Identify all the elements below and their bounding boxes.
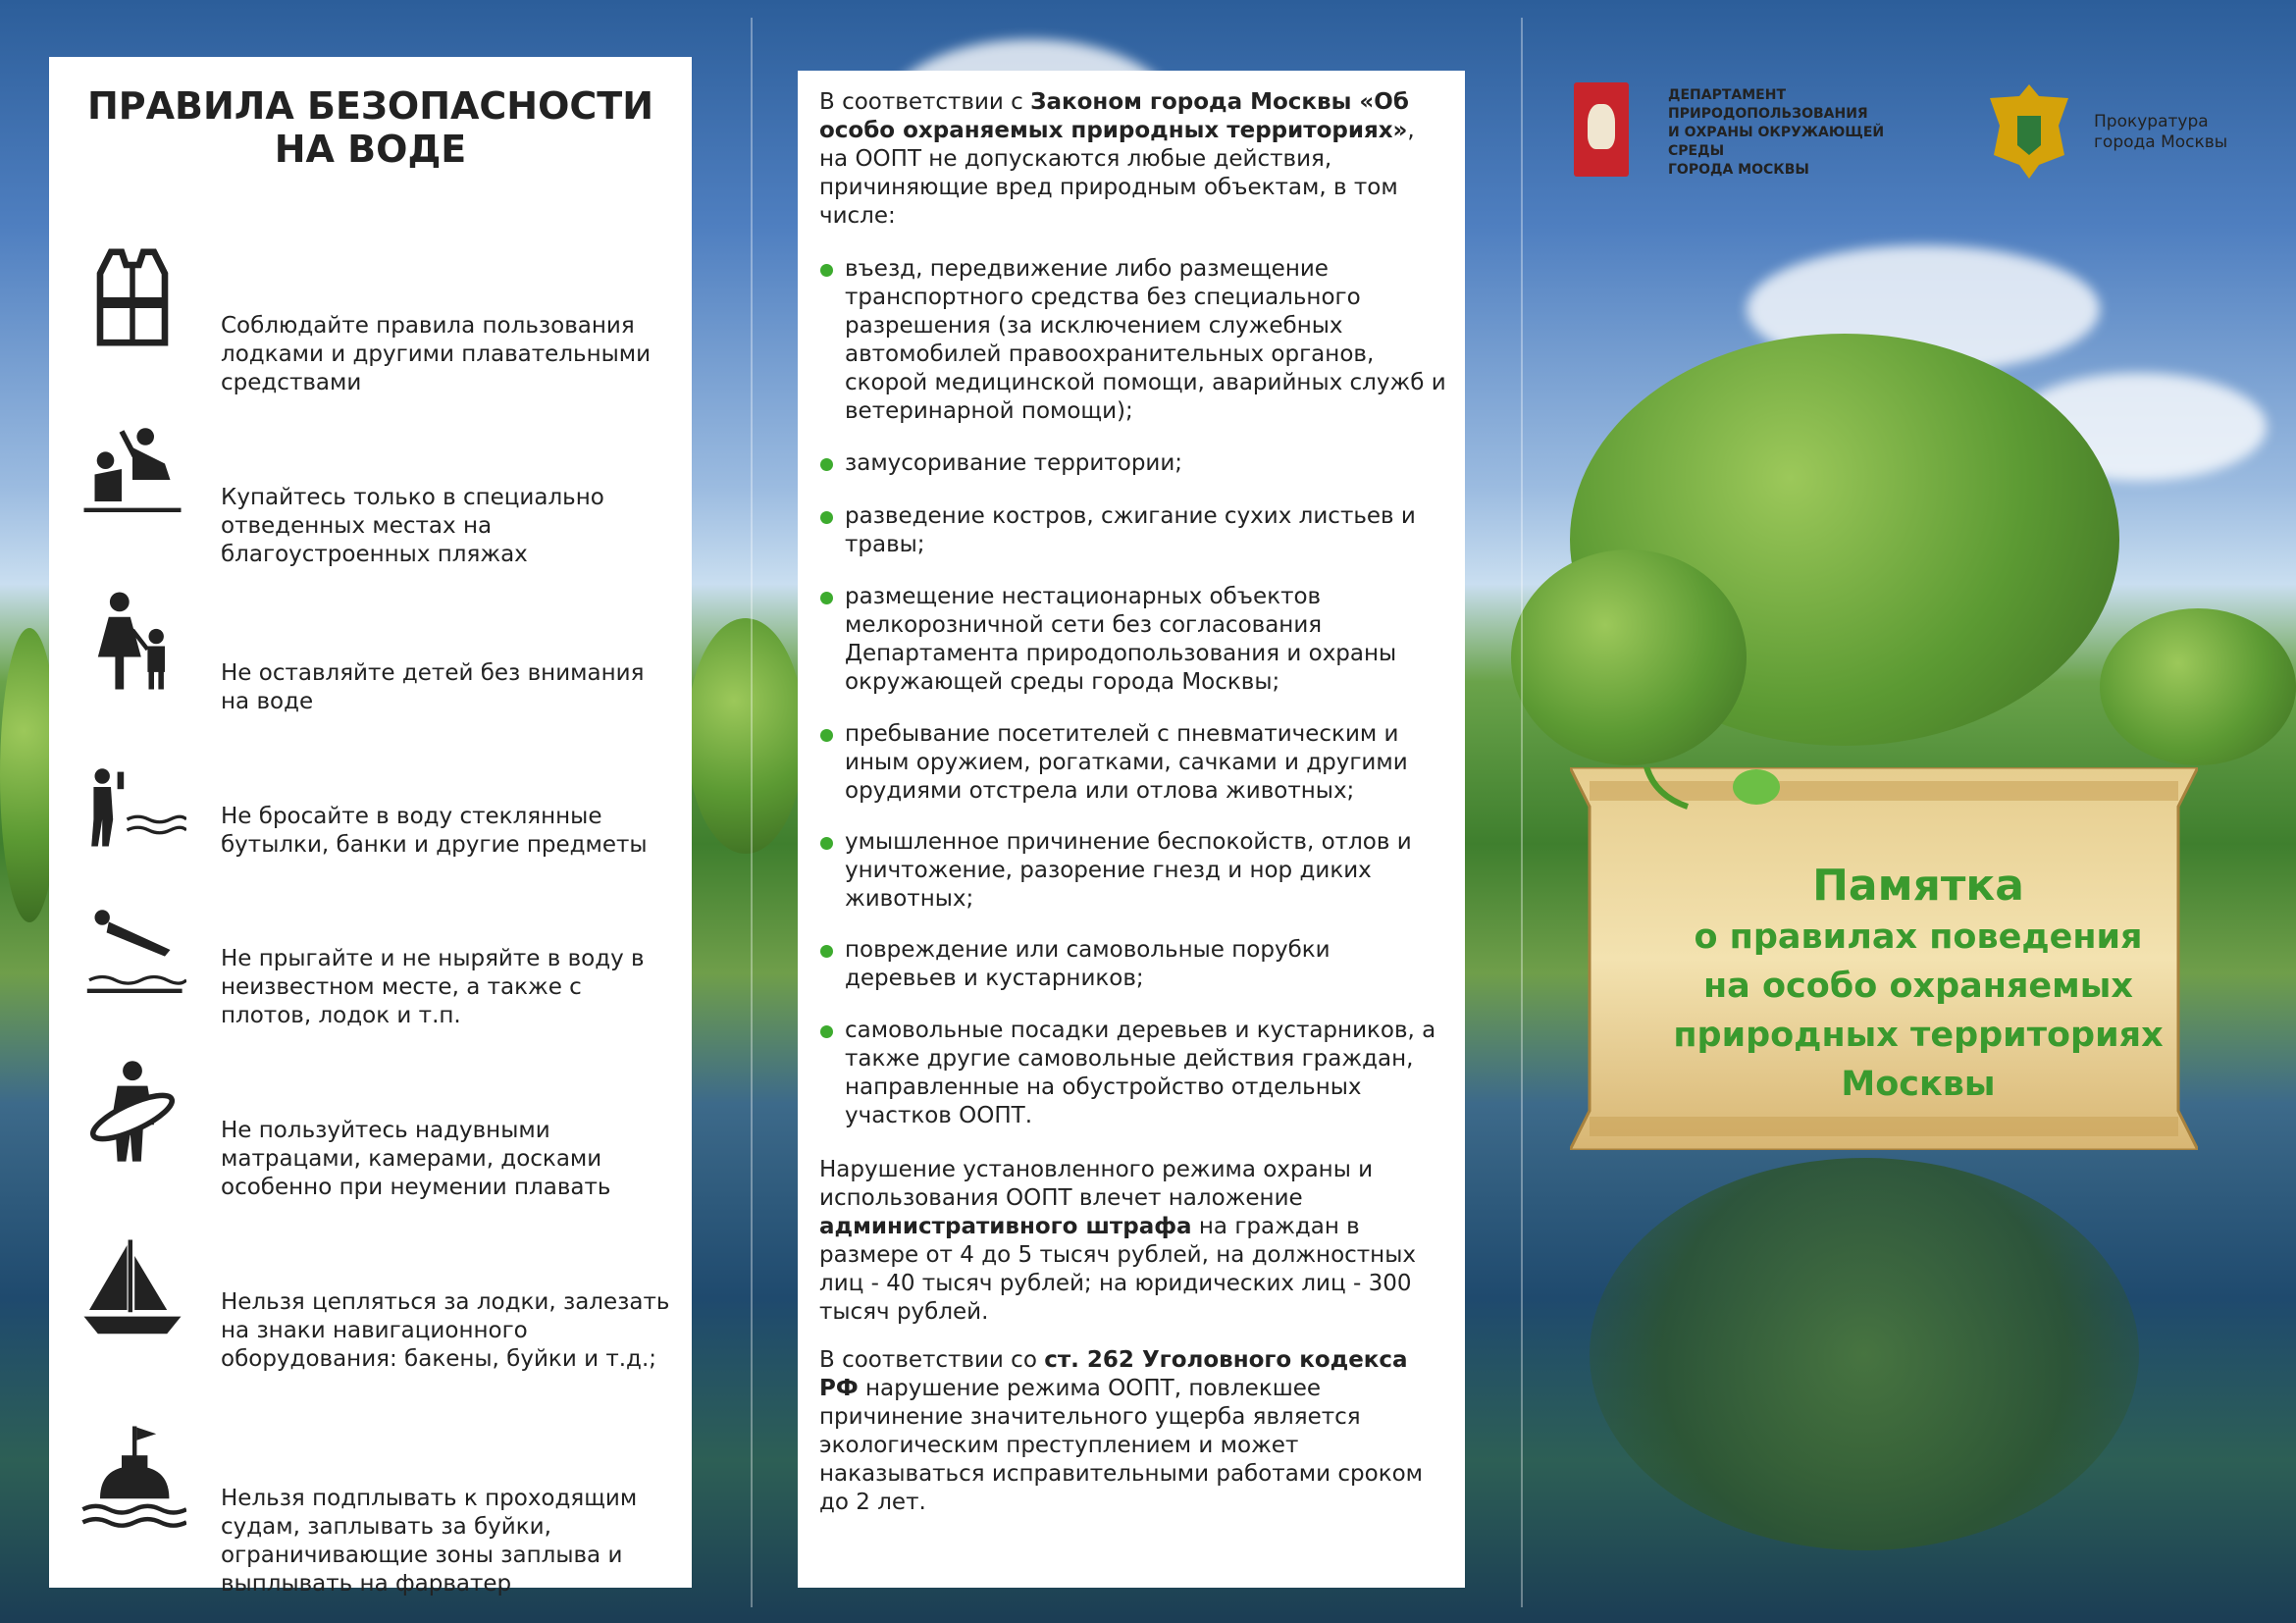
cover-subtitle: о правилах поведения на особо охраняемых природных территориях Москвы (1673, 917, 2164, 1104)
rule-text: Не оставляйте детей без внимания на воде (221, 660, 645, 714)
rule-text: Нельзя подплывать к проходящим судам, заплывать за буйки, ограничивающие зоны заплыва и выплывать на фарватер (221, 1486, 638, 1597)
fine-paragraph: Нарушение установленного режима охраны и использования ООПТ влечет наложение административного штрафа на граждан в размере от 4 до 5 тысяч рублей, на должностных лиц - 40 тысяч рублей; на юридических лиц - 300 тысяч рублей. (819, 1157, 1416, 1325)
prosecutor-emblem-icon (1980, 77, 2078, 184)
rule-text: Не пользуйтесь надувными матрацами, камерами, досками особенно при неумении плавать (221, 1118, 611, 1200)
sailboat-icon (78, 1234, 186, 1342)
list-item: разведение костров, сжигание сухих листьев и травы; (819, 502, 1447, 559)
moscow-coat-of-arms-logo (1574, 82, 1629, 177)
list-item: размещение нестационарных объектов мелкорозничной сети без согласования Департамента природопользования и охраны окружающей среды города Москвы; (819, 583, 1447, 697)
parent-child-icon (78, 587, 186, 695)
leaf-icon (1733, 769, 1780, 805)
inflatable-icon (78, 1058, 186, 1166)
bottle-throw-icon (78, 744, 186, 852)
swimmers-icon (78, 415, 186, 523)
prosecutor-name: Прокуратура города Москвы (2094, 112, 2228, 152)
safety-rules-title: ПРАВИЛА БЕЗОПАСНОСТИ НА ВОДЕ (86, 84, 654, 171)
life-vest-icon (78, 243, 186, 351)
tree-canopy (687, 618, 805, 854)
cover-title: Памятка (1812, 861, 2024, 911)
list-item: пребывание посетителей с пневматическим и иным оружием, рогатками, сачками и другими орудиями отстрела или отлова животных; (819, 720, 1447, 806)
law-panel (798, 71, 1465, 1588)
department-name: ДЕПАРТАМЕНТ ПРИРОДОПОЛЬЗОВАНИЯ И ОХРАНЫ ОКРУЖАЮЩЕЙ СРЕДЫ ГОРОДА МОСКВЫ (1668, 87, 1885, 178)
buoy-icon (78, 1421, 186, 1529)
list-item: умышленное причинение беспокойств, отлов и уничтожение, разорение гнезд и нор диких животных; (819, 828, 1447, 914)
tree-canopy (2100, 608, 2296, 765)
fold-line (1521, 18, 1523, 1607)
fold-line (751, 18, 753, 1607)
tree-reflection (1590, 1158, 2139, 1550)
rule-text: Не прыгайте и не ныряйте в воду в неизвестном месте, а также с плотов, лодок и т.п. (221, 946, 645, 1028)
list-item: самовольные посадки деревьев и кустарников, а также другие самовольные действия граждан, направленные на обустройство отдельных участков ООПТ. (819, 1017, 1447, 1130)
diving-icon (78, 896, 186, 1004)
criminal-paragraph: В соответствии со ст. 262 Уголовного кодекса РФ нарушение режима ООПТ, повлекшее причинение значительного ущерба является экологическим преступлением и может наказываться исправительными работами сроком до 2 лет. (819, 1347, 1424, 1515)
rule-text: Не бросайте в воду стеклянные бутылки, банки и другие предметы (221, 804, 648, 858)
rule-text: Соблюдайте правила пользования лодками и другими плавательными средствами (221, 313, 652, 395)
rule-text: Купайтесь только в специально отведенных местах на благоустроенных пляжах (221, 485, 604, 567)
list-item: замусоривание территории; (819, 449, 1447, 478)
tree-canopy (1511, 550, 1747, 765)
list-item: повреждение или самовольные порубки деревьев и кустарников; (819, 936, 1447, 993)
safety-rules-panel (49, 57, 692, 1597)
rule-text: Нельзя цепляться за лодки, залезать на знаки навигационного оборудования: бакены, буйки и т.д.; (221, 1289, 670, 1372)
law-intro: В соответствии с Законом города Москвы «Об особо охраняемых природных территориях», на ООПТ не допускаются любые действия, причиняющие вред природным объектам, в том числе: (819, 89, 1415, 229)
list-item: въезд, передвижение либо размещение транспортного средства без специального разрешения (за исключением служебных автомобилей правоохранительных органов, скорой медицинской помощи, аварийных служб и ветеринарной помощи); (819, 255, 1447, 426)
